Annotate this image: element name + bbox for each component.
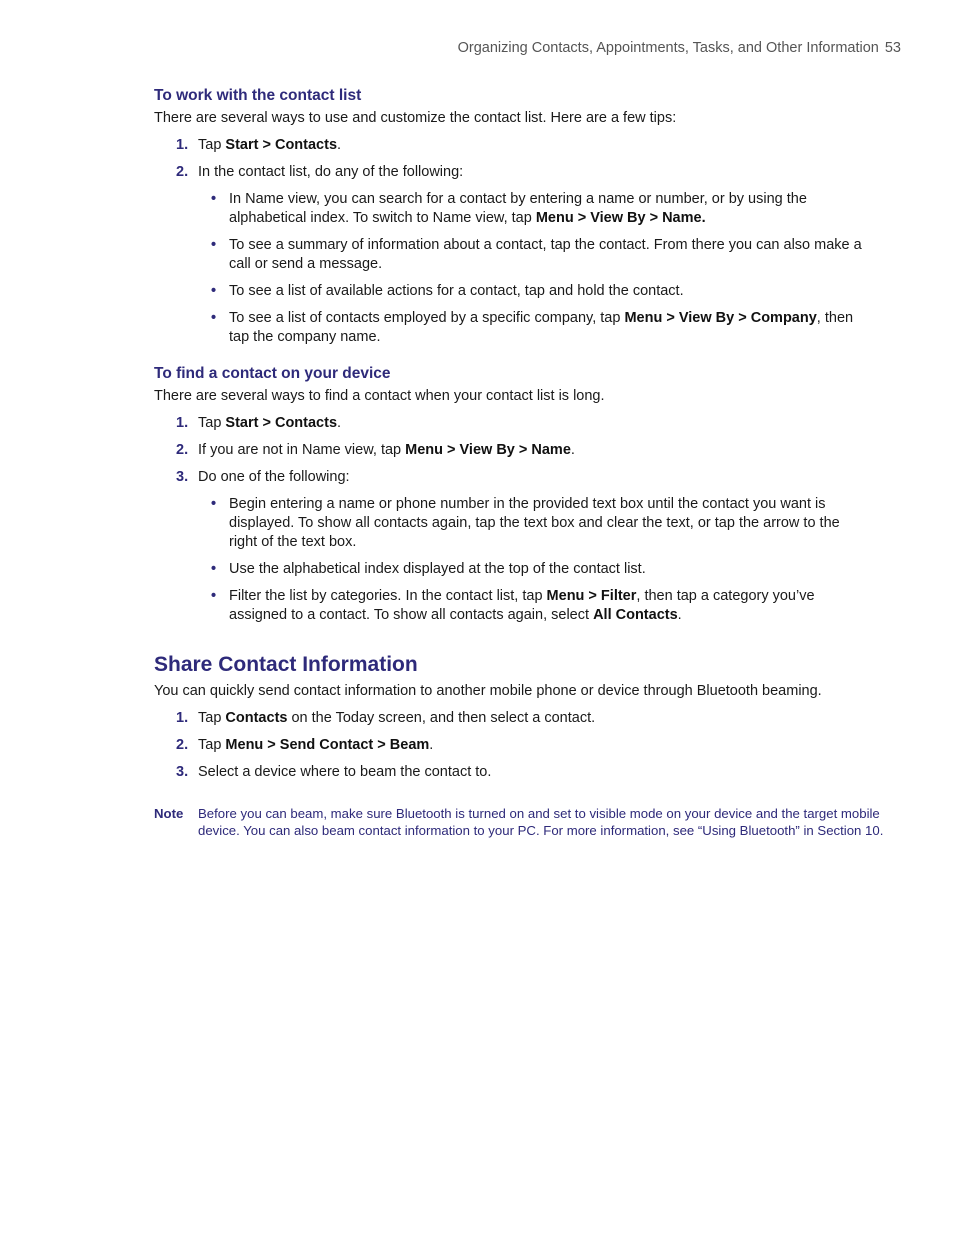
step-text: . [337,415,342,431]
step-text: If you are not in Name view, tap [198,442,406,458]
ui-path: Menu > Send Contact > Beam [225,737,430,753]
step-number: 3. [176,764,189,780]
step-text: . [570,442,575,458]
step-text: Tap [198,710,226,726]
section-find-contact [154,364,866,625]
bullet-item [198,236,866,274]
steps-list [154,709,866,782]
note-text: Before you can beam, make sure Bluetooth is turned on and set to visible mode on your device and the target mobile device. You can also beam contact information to your PC. For more information, see “Using Bluetooth” in Section 10. [198,806,884,838]
step-number: 2. [176,442,189,458]
section-title: Share Contact Information [154,653,418,676]
bullet-item [198,190,866,228]
bullet-text: , then tap the company name. [229,310,854,345]
bullet-icon: • [211,237,217,253]
ui-path: Menu > View By > Name [405,442,571,458]
section-intro: There are several ways to find a contact when your contact list is long. [154,388,605,404]
note-label: Note [154,806,184,821]
step-text: on the Today screen, and then select a contact. [287,710,596,726]
bullet-item [198,495,866,552]
ui-path: Menu > View By > Company [624,310,817,326]
step-item [154,441,866,460]
note-box [154,805,910,839]
bullet-icon: • [211,191,217,207]
step-number: 2. [176,737,189,753]
bullet-icon: • [211,561,217,577]
bullet-text: . [677,607,682,623]
step-text: Select a device where to beam the contact to. [198,764,492,780]
step-text: Tap [198,415,226,431]
step-text: . [337,137,342,153]
bullet-list [198,190,866,347]
step-number: 2. [176,164,189,180]
bullet-item [198,587,866,625]
step-item [154,736,866,755]
page-number: 53 [884,40,901,56]
step-item [154,163,866,347]
ui-path: Start > Contacts [225,137,338,153]
bullet-text: Use the alphabetical index displayed at the top of the contact list. [229,561,646,577]
section-heading: To work with the contact list [154,87,362,104]
step-item [154,709,866,728]
running-header [458,40,901,56]
step-text: . [429,737,434,753]
step-text: In the contact list, do any of the following: [198,164,464,180]
ui-path: Contacts [225,710,288,726]
bullet-icon: • [211,283,217,299]
ui-path: Start > Contacts [225,415,338,431]
bullet-text: Filter the list by categories. In the contact list, tap [229,588,547,604]
bullet-icon: • [211,588,217,604]
bullet-text: , then tap a category you’ve assigned to a contact. To show all contacts again, select [229,588,815,623]
section-share-contact [154,655,866,782]
bullet-icon: • [211,496,217,512]
section-heading: To find a contact on your device [154,365,391,382]
bullet-item [198,309,866,347]
section-intro: You can quickly send contact information to another mobile phone or device through Bluetooth beaming. [154,683,822,699]
step-number: 1. [176,710,189,726]
bullet-item [198,282,866,301]
steps-list [154,136,866,347]
steps-list [154,414,866,625]
step-number: 1. [176,137,189,153]
step-text: Tap [198,737,226,753]
ui-path: Menu > Filter [546,588,637,604]
section-work-with-contact-list [154,86,866,347]
bullet-text: To see a list of available actions for a contact, tap and hold the contact. [229,283,684,299]
step-item [154,136,866,155]
header-title: Organizing Contacts, Appointments, Tasks, and Other Information [457,40,879,56]
step-text: Tap [198,137,226,153]
ui-path: Menu > View By > Name. [535,210,706,226]
step-item [154,763,866,782]
ui-option: All Contacts [593,607,678,623]
step-item [154,414,866,433]
bullet-text: To see a summary of information about a contact, tap the contact. From there you can also make a call or send a message. [229,237,862,272]
bullet-text: To see a list of contacts employed by a specific company, tap [229,310,625,326]
step-number: 3. [176,469,189,485]
step-item [154,468,866,625]
step-number: 1. [176,415,189,431]
bullet-item [198,560,866,579]
section-intro: There are several ways to use and customize the contact list. Here are a few tips: [154,110,677,126]
step-text: Do one of the following: [198,469,350,485]
bullet-text: Begin entering a name or phone number in the provided text box until the contact you want is displayed. To show all contacts again, tap the text box and clear the text, or tap the arrow to the right of the text box. [229,496,840,550]
bullet-list [198,495,866,625]
bullet-text: In Name view, you can search for a contact by entering a name or number, or by using the alphabetical index. To switch to Name view, tap [229,191,807,226]
bullet-icon: • [211,310,217,326]
